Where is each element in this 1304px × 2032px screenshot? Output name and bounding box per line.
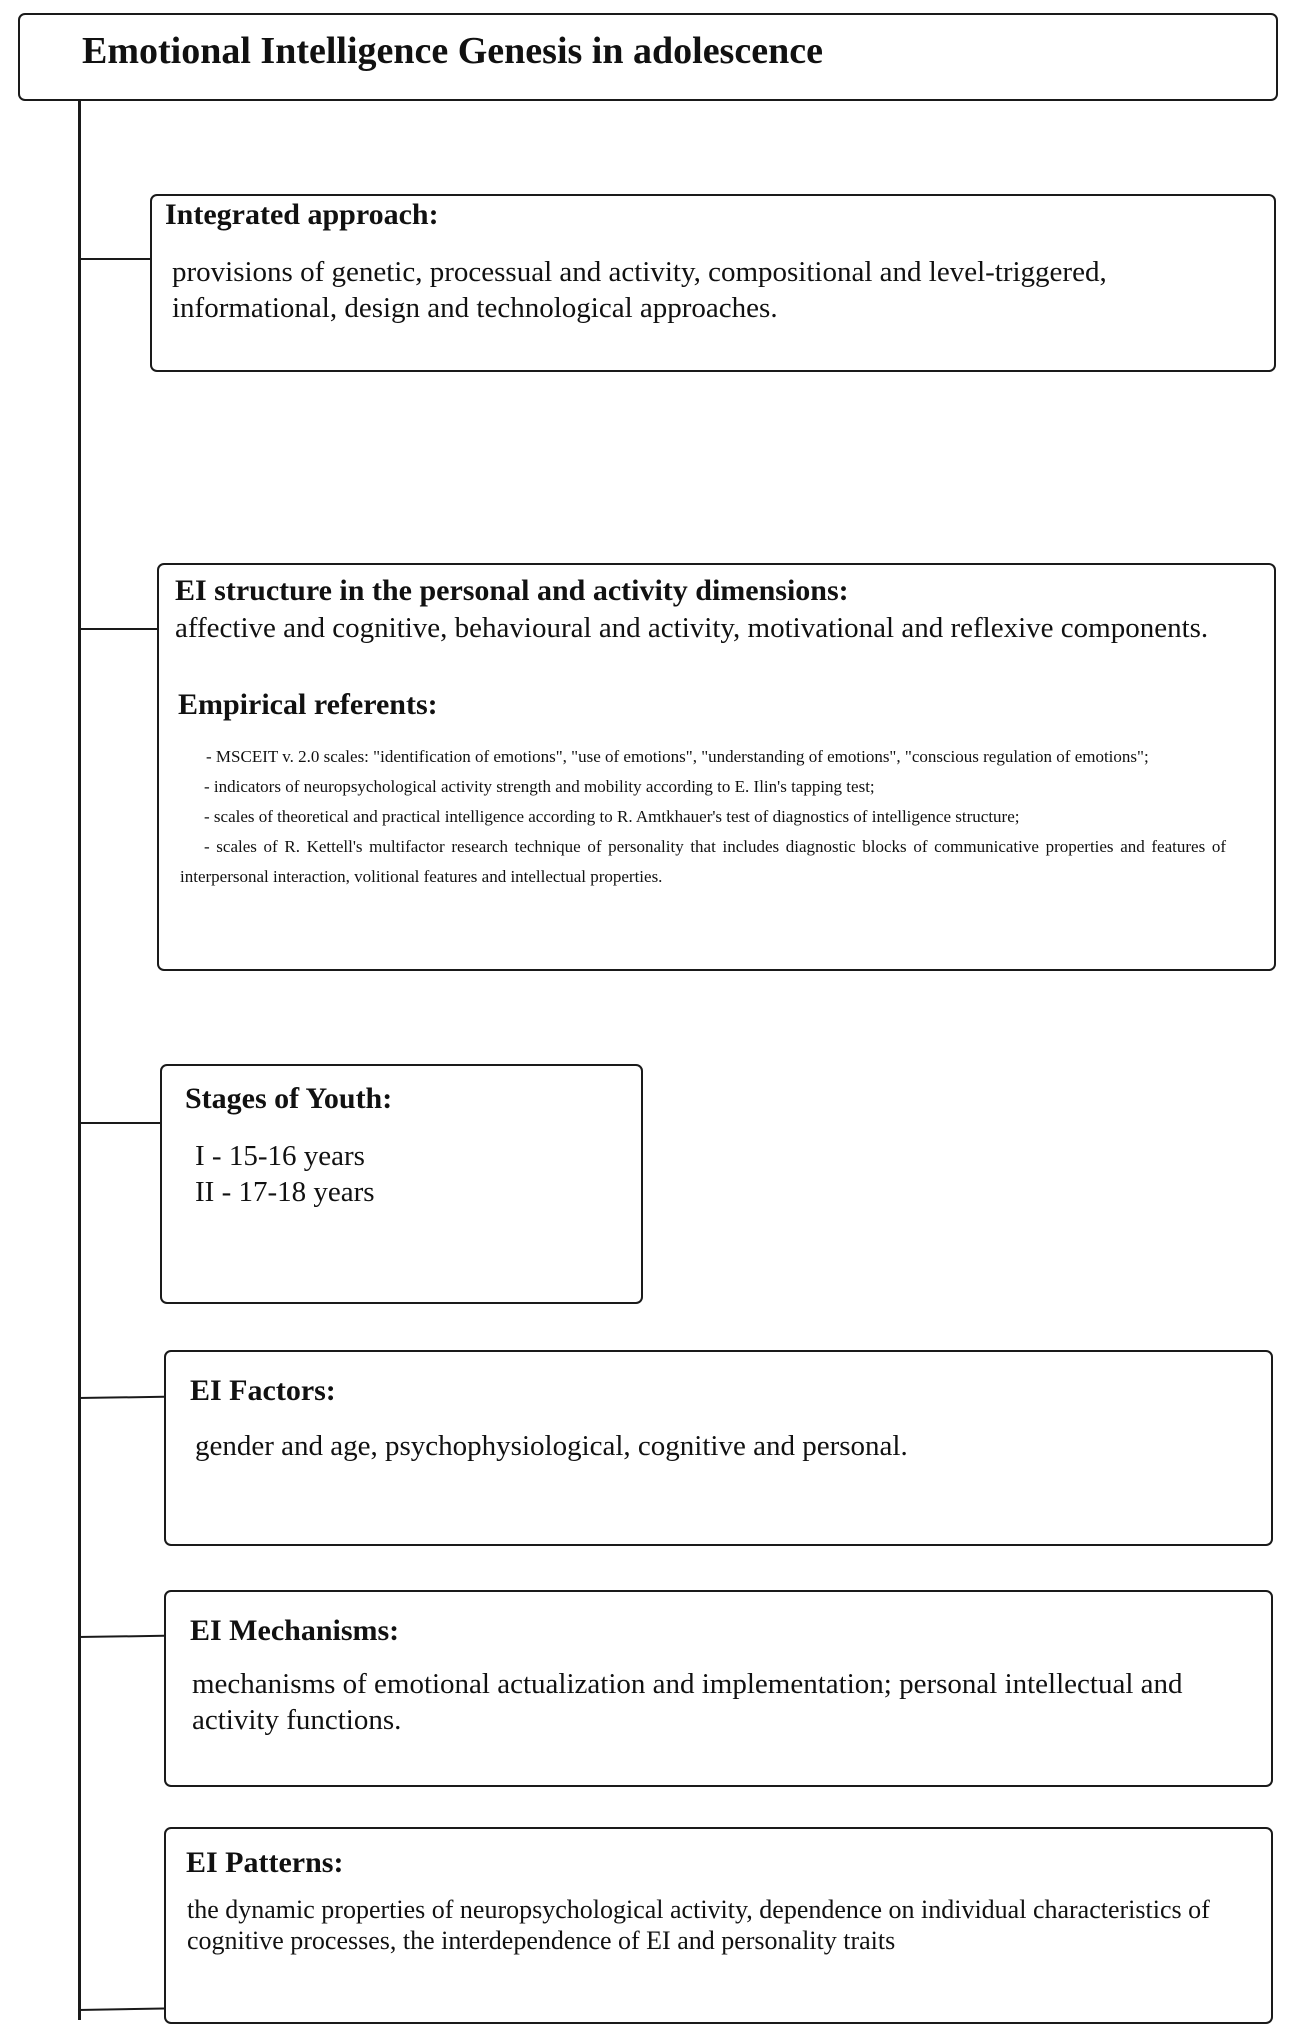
integrated-approach-heading: Integrated approach: xyxy=(165,198,439,231)
branch-connector-factors xyxy=(78,1396,164,1399)
ei-structure-heading: EI structure in the personal and activity dimensions: xyxy=(175,574,849,607)
branch-connector-integrated xyxy=(78,258,151,260)
integrated-approach-text: provisions of genetic, processual and activity, compositional and level-triggered, informational, design and technological approaches. xyxy=(172,256,1107,324)
stages-of-youth-list xyxy=(195,1138,615,1210)
ei-patterns-heading: EI Patterns: xyxy=(186,1846,344,1879)
branch-connector-mechanisms xyxy=(78,1635,164,1638)
ei-patterns-text: the dynamic properties of neuropsychological activity, dependence on individual characteristics of cognitive processes, the interdependence of EI and personality traits xyxy=(187,1895,1210,1955)
referent-item: - indicators of neuropsychological activity strength and mobility according to E. Ilin's tapping test; xyxy=(204,777,875,796)
stage-item: II - 17-18 years xyxy=(195,1176,375,1208)
ei-structure-text: affective and cognitive, behavioural and activity, motivational and reflexive components. xyxy=(175,612,1209,644)
ei-factors-heading: EI Factors: xyxy=(190,1374,336,1407)
branch-connector-stages xyxy=(78,1122,160,1124)
stages-of-youth-heading: Stages of Youth: xyxy=(185,1082,393,1115)
empirical-referents-list xyxy=(180,742,1226,892)
title-box xyxy=(18,13,1278,101)
empirical-referents-heading: Empirical referents: xyxy=(178,688,438,721)
ei-factors-text: gender and age, psychophysiological, cognitive and personal. xyxy=(195,1430,908,1462)
spine-connector xyxy=(78,100,81,2020)
ei-mechanisms-text: mechanisms of emotional actualization and implementation; personal intellectual and activity functions. xyxy=(192,1668,1183,1736)
referent-item: - scales of theoretical and practical intelligence according to R. Amtkhauer's test of diagnostics of intelligence structure; xyxy=(204,807,1020,826)
branch-connector-structure xyxy=(78,628,158,630)
diagram-title: Emotional Intelligence Genesis in adolescence xyxy=(82,30,823,72)
referent-item: - scales of R. Kettell's multifactor research technique of personality that includes diagnostic blocks of communicative properties and features of interpersonal interaction, volitional features and intellectual properties. xyxy=(180,837,1226,886)
branch-connector-patterns xyxy=(78,2007,164,2011)
ei-mechanisms-heading: EI Mechanisms: xyxy=(190,1614,400,1647)
referent-item: - MSCEIT v. 2.0 scales: "identification of emotions", "use of emotions", "understanding of emotions", "conscious regulation of emotions"; xyxy=(206,747,1149,766)
stage-item: I - 15-16 years xyxy=(195,1140,365,1172)
